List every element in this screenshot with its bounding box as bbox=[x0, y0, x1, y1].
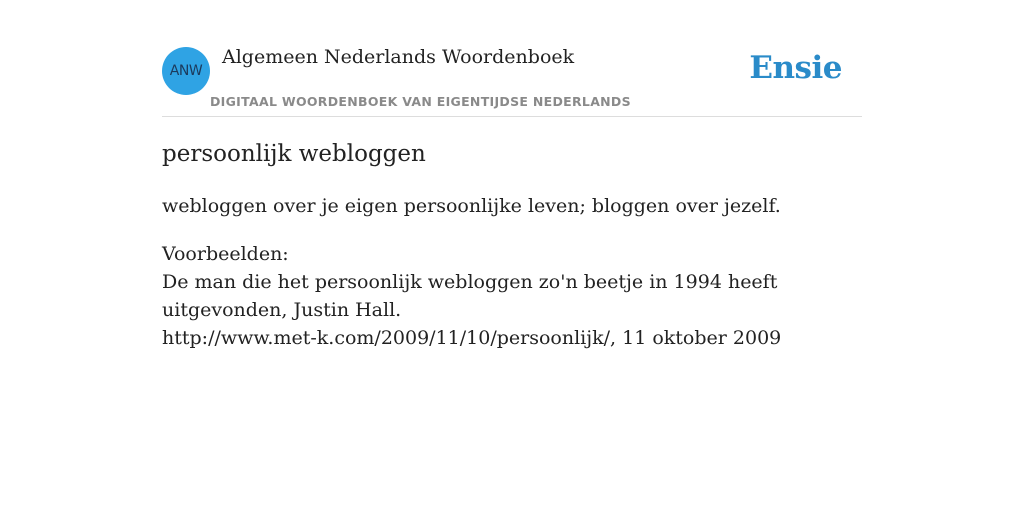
example-line-2: Justin Hall. bbox=[293, 299, 402, 321]
example-text bbox=[162, 268, 862, 324]
examples-block bbox=[162, 240, 862, 352]
site-title[interactable]: Algemeen Nederlands Woordenboek bbox=[222, 46, 575, 68]
site-subtitle: DIGITAAL WOORDENBOEK VAN EIGENTIJDSE NEDERLANDS bbox=[210, 94, 631, 109]
site-header bbox=[162, 0, 862, 117]
example-line-1: De man die het persoonlijk webloggen zo'n beetje in 1994 heeft uitgevonden, bbox=[162, 271, 778, 321]
page bbox=[162, 0, 862, 512]
examples-label: Voorbeelden: bbox=[162, 243, 289, 265]
ensie-brand-logo[interactable]: Ensie bbox=[749, 50, 842, 86]
anw-logo[interactable] bbox=[162, 47, 210, 95]
entry-definition: webloggen over je eigen persoonlijke leven; bloggen over jezelf. bbox=[162, 195, 781, 217]
example-source: http://www.met-k.com/2009/11/10/persoonlijk/, 11 oktober 2009 bbox=[162, 327, 782, 349]
logo-text: ANW bbox=[169, 63, 203, 79]
entry-title: persoonlijk webloggen bbox=[162, 141, 426, 167]
